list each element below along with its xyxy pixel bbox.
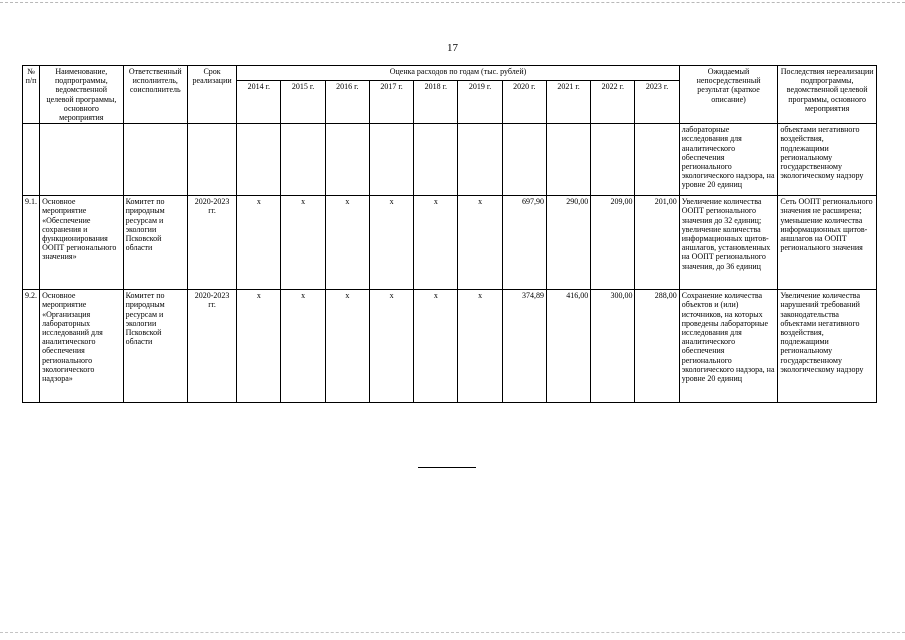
empty-cell [414, 124, 458, 196]
empty-cell [40, 124, 123, 196]
row-value: x [281, 290, 325, 403]
header-year: 2016 г. [325, 80, 369, 124]
header-year: 2017 г. [369, 80, 413, 124]
page-number: 17 [447, 42, 458, 54]
empty-cell [281, 124, 325, 196]
row-value: x [281, 196, 325, 290]
row-value: x [414, 290, 458, 403]
expenditure-table [22, 65, 877, 403]
row-responsible: Комитет по природным ресурсам и экологии Псковской области [123, 290, 187, 403]
header-year: 2019 г. [458, 80, 502, 124]
header-year: 2022 г. [591, 80, 635, 124]
row-name: Основное мероприятие «Обеспечение сохранения и функционирования ООПТ регионального значения» [40, 196, 123, 290]
header-num: № п/п [23, 66, 40, 124]
row-value: x [325, 290, 369, 403]
row-term: 2020-2023 гг. [187, 196, 236, 290]
row-term: 2020-2023 гг. [187, 290, 236, 403]
header-year: 2021 г. [546, 80, 590, 124]
header-term: Срок реализации [187, 66, 236, 124]
header-year: 2014 г. [237, 80, 281, 124]
row-value: x [458, 196, 502, 290]
empty-cell [123, 124, 187, 196]
row-value: x [458, 290, 502, 403]
row-num: 9.2. [23, 290, 40, 403]
row-value: x [325, 196, 369, 290]
empty-cell [369, 124, 413, 196]
empty-cell [23, 124, 40, 196]
empty-cell [546, 124, 590, 196]
header-year: 2023 г. [635, 80, 679, 124]
row-value: 697,90 [502, 196, 546, 290]
row-value: x [414, 196, 458, 290]
empty-cell [237, 124, 281, 196]
header-costs: Оценка расходов по годам (тыс. рублей) [237, 66, 680, 81]
row-consequences: Увеличение количества нарушений требований законодательства объектами негативного воздействия, подлежащими региональному государственному экологическому надзору [778, 290, 877, 403]
row-value: 416,00 [546, 290, 590, 403]
empty-cell [325, 124, 369, 196]
row-num: 9.1. [23, 196, 40, 290]
empty-cell [591, 124, 635, 196]
table-row [23, 196, 877, 290]
header-responsible: Ответственный исполнитель, соисполнитель [123, 66, 187, 124]
header-year: 2020 г. [502, 80, 546, 124]
empty-cell [635, 124, 679, 196]
row-value: x [369, 196, 413, 290]
header-year: 2018 г. [414, 80, 458, 124]
row-value: 201,00 [635, 196, 679, 290]
row-name: Основное мероприятие «Организация лабораторных исследований для аналитического обеспечения регионального экологического надзора» [40, 290, 123, 403]
header-year: 2015 г. [281, 80, 325, 124]
row-value: x [237, 290, 281, 403]
row-consequences: Сеть ООПТ регионального значения не расширена; уменьшение количества информационных щитов-аншлагов на ООПТ регионального значения [778, 196, 877, 290]
header-result: Ожидаемый непосредственный результат (краткое описание) [679, 66, 778, 124]
continuation-consequences: объектами негативного воздействия, подлежащими региональному государственному экологическому надзору [778, 124, 877, 196]
table-row [23, 290, 877, 403]
row-value: x [369, 290, 413, 403]
empty-cell [458, 124, 502, 196]
scan-top-edge [0, 2, 905, 3]
row-responsible: Комитет по природным ресурсам и экологии Псковской области [123, 196, 187, 290]
end-rule [418, 467, 476, 468]
row-result: Увеличение количества ООПТ регионального значения до 32 единиц; увеличение количества информационных щитов-аншлагов, установленных на ООПТ регионального значения, до 36 единиц [679, 196, 778, 290]
row-value: 374,89 [502, 290, 546, 403]
empty-cell [502, 124, 546, 196]
row-value: 288,00 [635, 290, 679, 403]
continuation-row [23, 124, 877, 196]
row-value: x [237, 196, 281, 290]
header-consequences: Последствия нереализации подпрограммы, ведомственной целевой программы, основного мероприятия [778, 66, 877, 124]
empty-cell [187, 124, 236, 196]
header-row [23, 66, 877, 81]
continuation-result: лабораторные исследования для аналитического обеспечения регионального экологического надзора, на уровне 20 единиц [679, 124, 778, 196]
row-result: Сохранение количества объектов и (или) источников, на которых проведены лабораторные исследования для аналитического обеспечения регионального экологического надзора, на уровне 20 единиц [679, 290, 778, 403]
row-value: 209,00 [591, 196, 635, 290]
row-value: 290,00 [546, 196, 590, 290]
scan-bottom-edge [0, 632, 905, 633]
row-value: 300,00 [591, 290, 635, 403]
header-name: Наименование, подпрограммы, ведомственной целевой программы, основного мероприятия [40, 66, 123, 124]
